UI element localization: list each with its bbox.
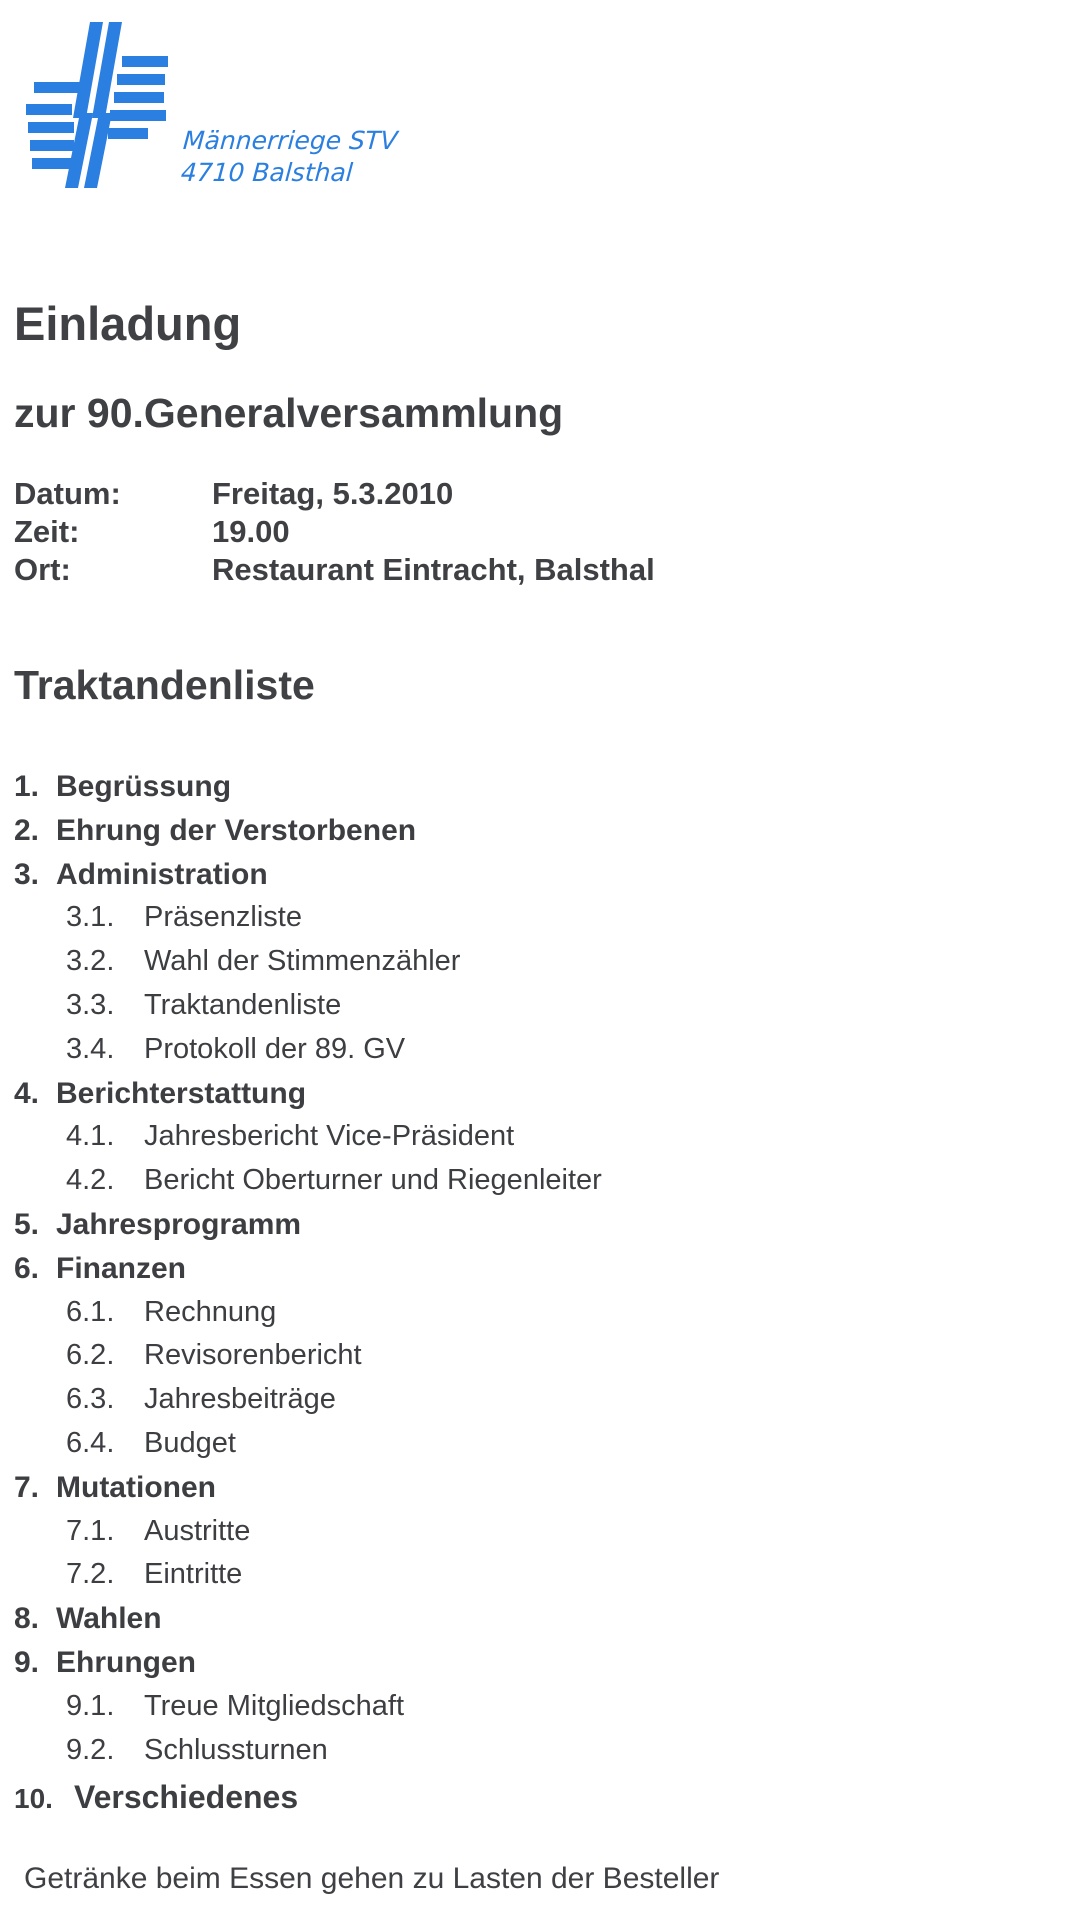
- agenda-item-number: 7.2.: [66, 1558, 115, 1591]
- agenda-item: [14, 1072, 1054, 1116]
- agenda-item-text: Jahresprogramm: [56, 1207, 302, 1241]
- agenda-item-number: 6.3.: [66, 1383, 115, 1416]
- agenda-subitem: [14, 1422, 1054, 1466]
- agenda-item-text: Bericht Oberturner und Riegenleiter: [144, 1164, 602, 1197]
- place-value: Restaurant Eintracht, Balsthal: [212, 552, 655, 587]
- agenda-item-number: 3.4.: [66, 1032, 115, 1065]
- organization-name: [180, 125, 399, 189]
- agenda-subitem: [14, 1553, 1054, 1597]
- agenda-item-text: Rechnung: [144, 1295, 277, 1328]
- date-row: [14, 475, 655, 513]
- agenda-item-number: 5.: [14, 1207, 40, 1241]
- time-row: [14, 513, 655, 551]
- date-label: Datum:: [14, 476, 121, 511]
- agenda-item-text: Wahlen: [56, 1602, 162, 1636]
- agenda-item-number: 4.1.: [66, 1120, 115, 1153]
- agenda-item-number: 1.: [14, 770, 40, 803]
- agenda-subitem: [14, 1159, 1054, 1203]
- agenda-subitem: [14, 1729, 1054, 1773]
- agenda-subitem: [14, 940, 1054, 984]
- agenda-item-text: Austritte: [144, 1514, 251, 1547]
- agenda-item-text: Revisorenbericht: [144, 1339, 362, 1372]
- agenda-item: [14, 809, 1054, 853]
- agenda-heading: Traktandenliste: [14, 662, 315, 708]
- agenda-item-number: 9.: [14, 1645, 40, 1679]
- agenda-item-text: Budget: [144, 1426, 236, 1459]
- agenda-item-number: 6.2.: [66, 1339, 115, 1372]
- place-row: [14, 551, 655, 589]
- agenda-item-number: 7.1.: [66, 1514, 115, 1547]
- agenda-item-text: Jahresbeiträge: [144, 1383, 336, 1416]
- agenda-item-number: 6.: [14, 1251, 40, 1285]
- time-value: 19.00: [212, 514, 290, 549]
- agenda-item-text: Protokoll der 89. GV: [144, 1032, 406, 1065]
- agenda-item-number: 9.1.: [66, 1689, 115, 1722]
- agenda-item-text: Ehrung der Verstorbenen: [56, 813, 417, 847]
- agenda-list: [14, 765, 1054, 1820]
- agenda-item-text: Eintritte: [144, 1558, 243, 1591]
- stv-cross-logo-icon: [22, 18, 182, 193]
- agenda-subitem: [14, 1291, 1054, 1335]
- agenda-item-text: Administration: [56, 857, 268, 891]
- page-title: Einladung: [14, 297, 242, 350]
- agenda-item-number: 10.: [14, 1783, 53, 1815]
- agenda-item-text: Präsenzliste: [144, 901, 302, 934]
- agenda-item-number: 9.2.: [66, 1733, 115, 1766]
- place-label: Ort:: [14, 552, 71, 587]
- agenda-subitem: [14, 1115, 1054, 1159]
- agenda-item: [14, 1776, 1054, 1820]
- agenda-item: [14, 853, 1054, 897]
- agenda-item-text: Begrüssung: [56, 770, 232, 803]
- event-details: [14, 475, 655, 589]
- agenda-item-text: Finanzen: [56, 1251, 187, 1285]
- agenda-item-text: Ehrungen: [56, 1645, 196, 1679]
- org-location: 4710 Balsthal: [179, 158, 354, 187]
- agenda-subitem: [14, 1510, 1054, 1554]
- agenda-item-text: Treue Mitgliedschaft: [144, 1689, 405, 1722]
- agenda-subitem: [14, 984, 1054, 1028]
- agenda-item: [14, 1247, 1054, 1291]
- agenda-item: [14, 765, 1054, 809]
- time-label: Zeit:: [14, 514, 80, 549]
- agenda-item-number: 3.2.: [66, 945, 115, 978]
- agenda-item-number: 8.: [14, 1602, 40, 1636]
- agenda-item-number: 6.4.: [66, 1426, 115, 1459]
- agenda-item: [14, 1597, 1054, 1641]
- agenda-item-number: 6.1.: [66, 1295, 115, 1328]
- agenda-item-number: 3.1.: [66, 901, 115, 934]
- agenda-item-number: 4.2.: [66, 1164, 115, 1197]
- agenda-item-number: 3.3.: [66, 988, 115, 1021]
- agenda-subitem: [14, 1334, 1054, 1378]
- agenda-item: [14, 1203, 1054, 1247]
- agenda-item: [14, 1466, 1054, 1510]
- agenda-subitem: [14, 896, 1054, 940]
- agenda-subitem: [14, 1378, 1054, 1422]
- agenda-item-number: 2.: [14, 813, 40, 847]
- agenda-item: [14, 1641, 1054, 1685]
- agenda-item-number: 7.: [14, 1470, 40, 1504]
- agenda-item-text: Wahl der Stimmenzähler: [144, 945, 461, 978]
- agenda-item-text: Berichterstattung: [56, 1076, 307, 1110]
- footer-note: Getränke beim Essen gehen zu Lasten der Besteller: [24, 1862, 720, 1895]
- agenda-item-text: Mutationen: [56, 1470, 216, 1504]
- agenda-subitem: [14, 1028, 1054, 1072]
- agenda-item-text: Jahresbericht Vice-Präsident: [144, 1120, 515, 1153]
- org-name: Männerriege STV: [182, 126, 399, 155]
- agenda-item-number: 4.: [14, 1076, 40, 1110]
- date-value: Freitag, 5.3.2010: [212, 476, 454, 511]
- agenda-item-number: 3.: [14, 857, 40, 891]
- agenda-subitem: [14, 1685, 1054, 1729]
- page-subtitle: zur 90.Generalversammlung: [14, 390, 564, 436]
- agenda-item-text: Schlussturnen: [144, 1733, 328, 1766]
- agenda-item-text: Traktandenliste: [144, 988, 342, 1021]
- agenda-item-text: Verschiedenes: [74, 1779, 299, 1816]
